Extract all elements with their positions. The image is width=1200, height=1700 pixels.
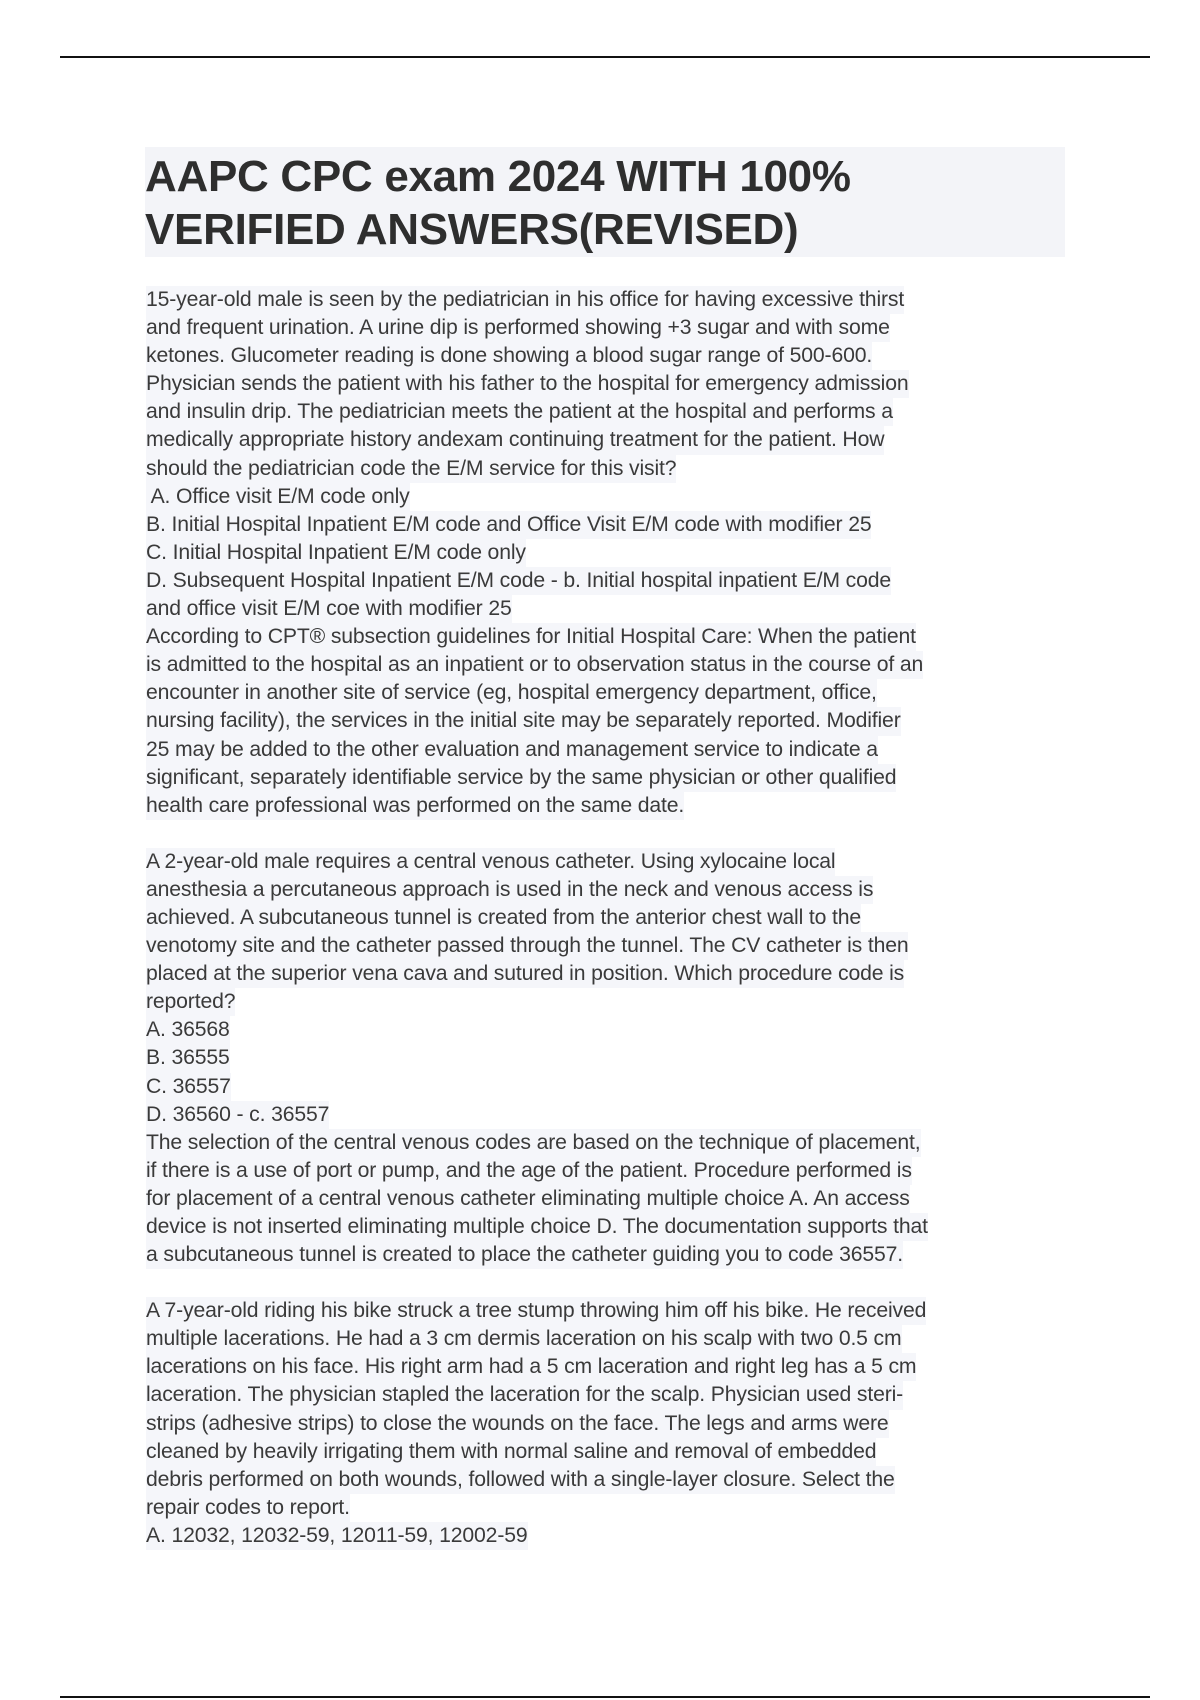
text-line: D. 36560 - c. 36557	[146, 1101, 329, 1129]
text-line: if there is a use of port or pump, and the age of the patient. Procedure performed is	[146, 1157, 912, 1185]
title-line: AAPC CPC exam 2024 WITH 100%	[145, 152, 851, 201]
text-line: debris performed on both wounds, followed with a single-layer closure. Select the	[146, 1466, 895, 1494]
bottom-rule	[60, 1696, 1150, 1698]
text-line: placed at the superior vena cava and sutured in position. Which procedure code is	[146, 960, 904, 988]
text-line: A. 12032, 12032-59, 12011-59, 12002-59	[146, 1522, 528, 1550]
text-line: venotomy site and the catheter passed through the tunnel. The CV catheter is then	[146, 932, 908, 960]
text-line: a subcutaneous tunnel is created to place the catheter guiding you to code 36557.	[146, 1241, 903, 1269]
text-line: should the pediatrician code the E/M service for this visit?	[146, 455, 676, 483]
text-line: 25 may be added to the other evaluation and management service to indicate a	[146, 736, 878, 764]
text-line: ketones. Glucometer reading is done showing a blood sugar range of 500-600.	[146, 342, 872, 370]
text-line: B. Initial Hospital Inpatient E/M code and Office Visit E/M code with modifier 25	[146, 511, 871, 539]
text-line: significant, separately identifiable service by the same physician or other qualified	[146, 764, 896, 792]
text-line: C. 36557	[146, 1073, 231, 1101]
text-line: A. Office visit E/M code only	[146, 483, 410, 511]
text-line: anesthesia a percutaneous approach is used in the neck and venous access is	[146, 876, 873, 904]
document-body	[146, 286, 1066, 1578]
title-line: VERIFIED ANSWERS(REVISED)	[145, 205, 799, 254]
text-line: A 7-year-old riding his bike struck a tree stump throwing him off his bike. He received	[146, 1297, 926, 1325]
text-line: reported?	[146, 988, 235, 1016]
title-box	[145, 147, 1065, 257]
document-title	[145, 147, 1065, 256]
text-line: medically appropriate history andexam continuing treatment for the patient. How	[146, 426, 884, 454]
text-line: multiple lacerations. He had a 3 cm dermis laceration on his scalp with two 0.5 cm	[146, 1325, 902, 1353]
text-line: lacerations on his face. His right arm had a 5 cm laceration and right leg has a 5 cm	[146, 1353, 916, 1381]
text-line: A 2-year-old male requires a central venous catheter. Using xylocaine local	[146, 848, 835, 876]
text-line: strips (adhesive strips) to close the wounds on the face. The legs and arms were	[146, 1410, 889, 1438]
top-rule	[60, 56, 1150, 58]
text-line: and insulin drip. The pediatrician meets the patient at the hospital and performs a	[146, 398, 893, 426]
text-line: and frequent urination. A urine dip is performed showing +3 sugar and with some	[146, 314, 890, 342]
text-line: According to CPT® subsection guidelines for Initial Hospital Care: When the patient	[146, 623, 916, 651]
text-line: for placement of a central venous catheter eliminating multiple choice A. An access	[146, 1185, 910, 1213]
question-block	[146, 286, 1066, 820]
text-line: laceration. The physician stapled the laceration for the scalp. Physician used steri-	[146, 1381, 903, 1409]
text-line: encounter in another site of service (eg, hospital emergency department, office,	[146, 679, 877, 707]
text-line: is admitted to the hospital as an inpatient or to observation status in the course of an	[146, 651, 923, 679]
text-line: nursing facility), the services in the initial site may be separately reported. Modifier	[146, 707, 901, 735]
text-line: C. Initial Hospital Inpatient E/M code only	[146, 539, 526, 567]
text-line: repair codes to report.	[146, 1494, 350, 1522]
text-line: health care professional was performed on the same date.	[146, 792, 684, 820]
text-line: D. Subsequent Hospital Inpatient E/M code - b. Initial hospital inpatient E/M code	[146, 567, 891, 595]
text-line: device is not inserted eliminating multiple choice D. The documentation supports that	[146, 1213, 928, 1241]
question-block	[146, 1297, 1066, 1550]
text-line: and office visit E/M coe with modifier 25	[146, 595, 512, 623]
text-line: achieved. A subcutaneous tunnel is created from the anterior chest wall to the	[146, 904, 861, 932]
text-line: 15-year-old male is seen by the pediatrician in his office for having excessive thirst	[146, 286, 904, 314]
text-line: B. 36555	[146, 1044, 230, 1072]
question-block	[146, 848, 1066, 1269]
text-line: A. 36568	[146, 1016, 230, 1044]
text-line: Physician sends the patient with his father to the hospital for emergency admission	[146, 370, 909, 398]
text-line: The selection of the central venous codes are based on the technique of placement,	[146, 1129, 921, 1157]
text-line: cleaned by heavily irrigating them with normal saline and removal of embedded	[146, 1438, 876, 1466]
